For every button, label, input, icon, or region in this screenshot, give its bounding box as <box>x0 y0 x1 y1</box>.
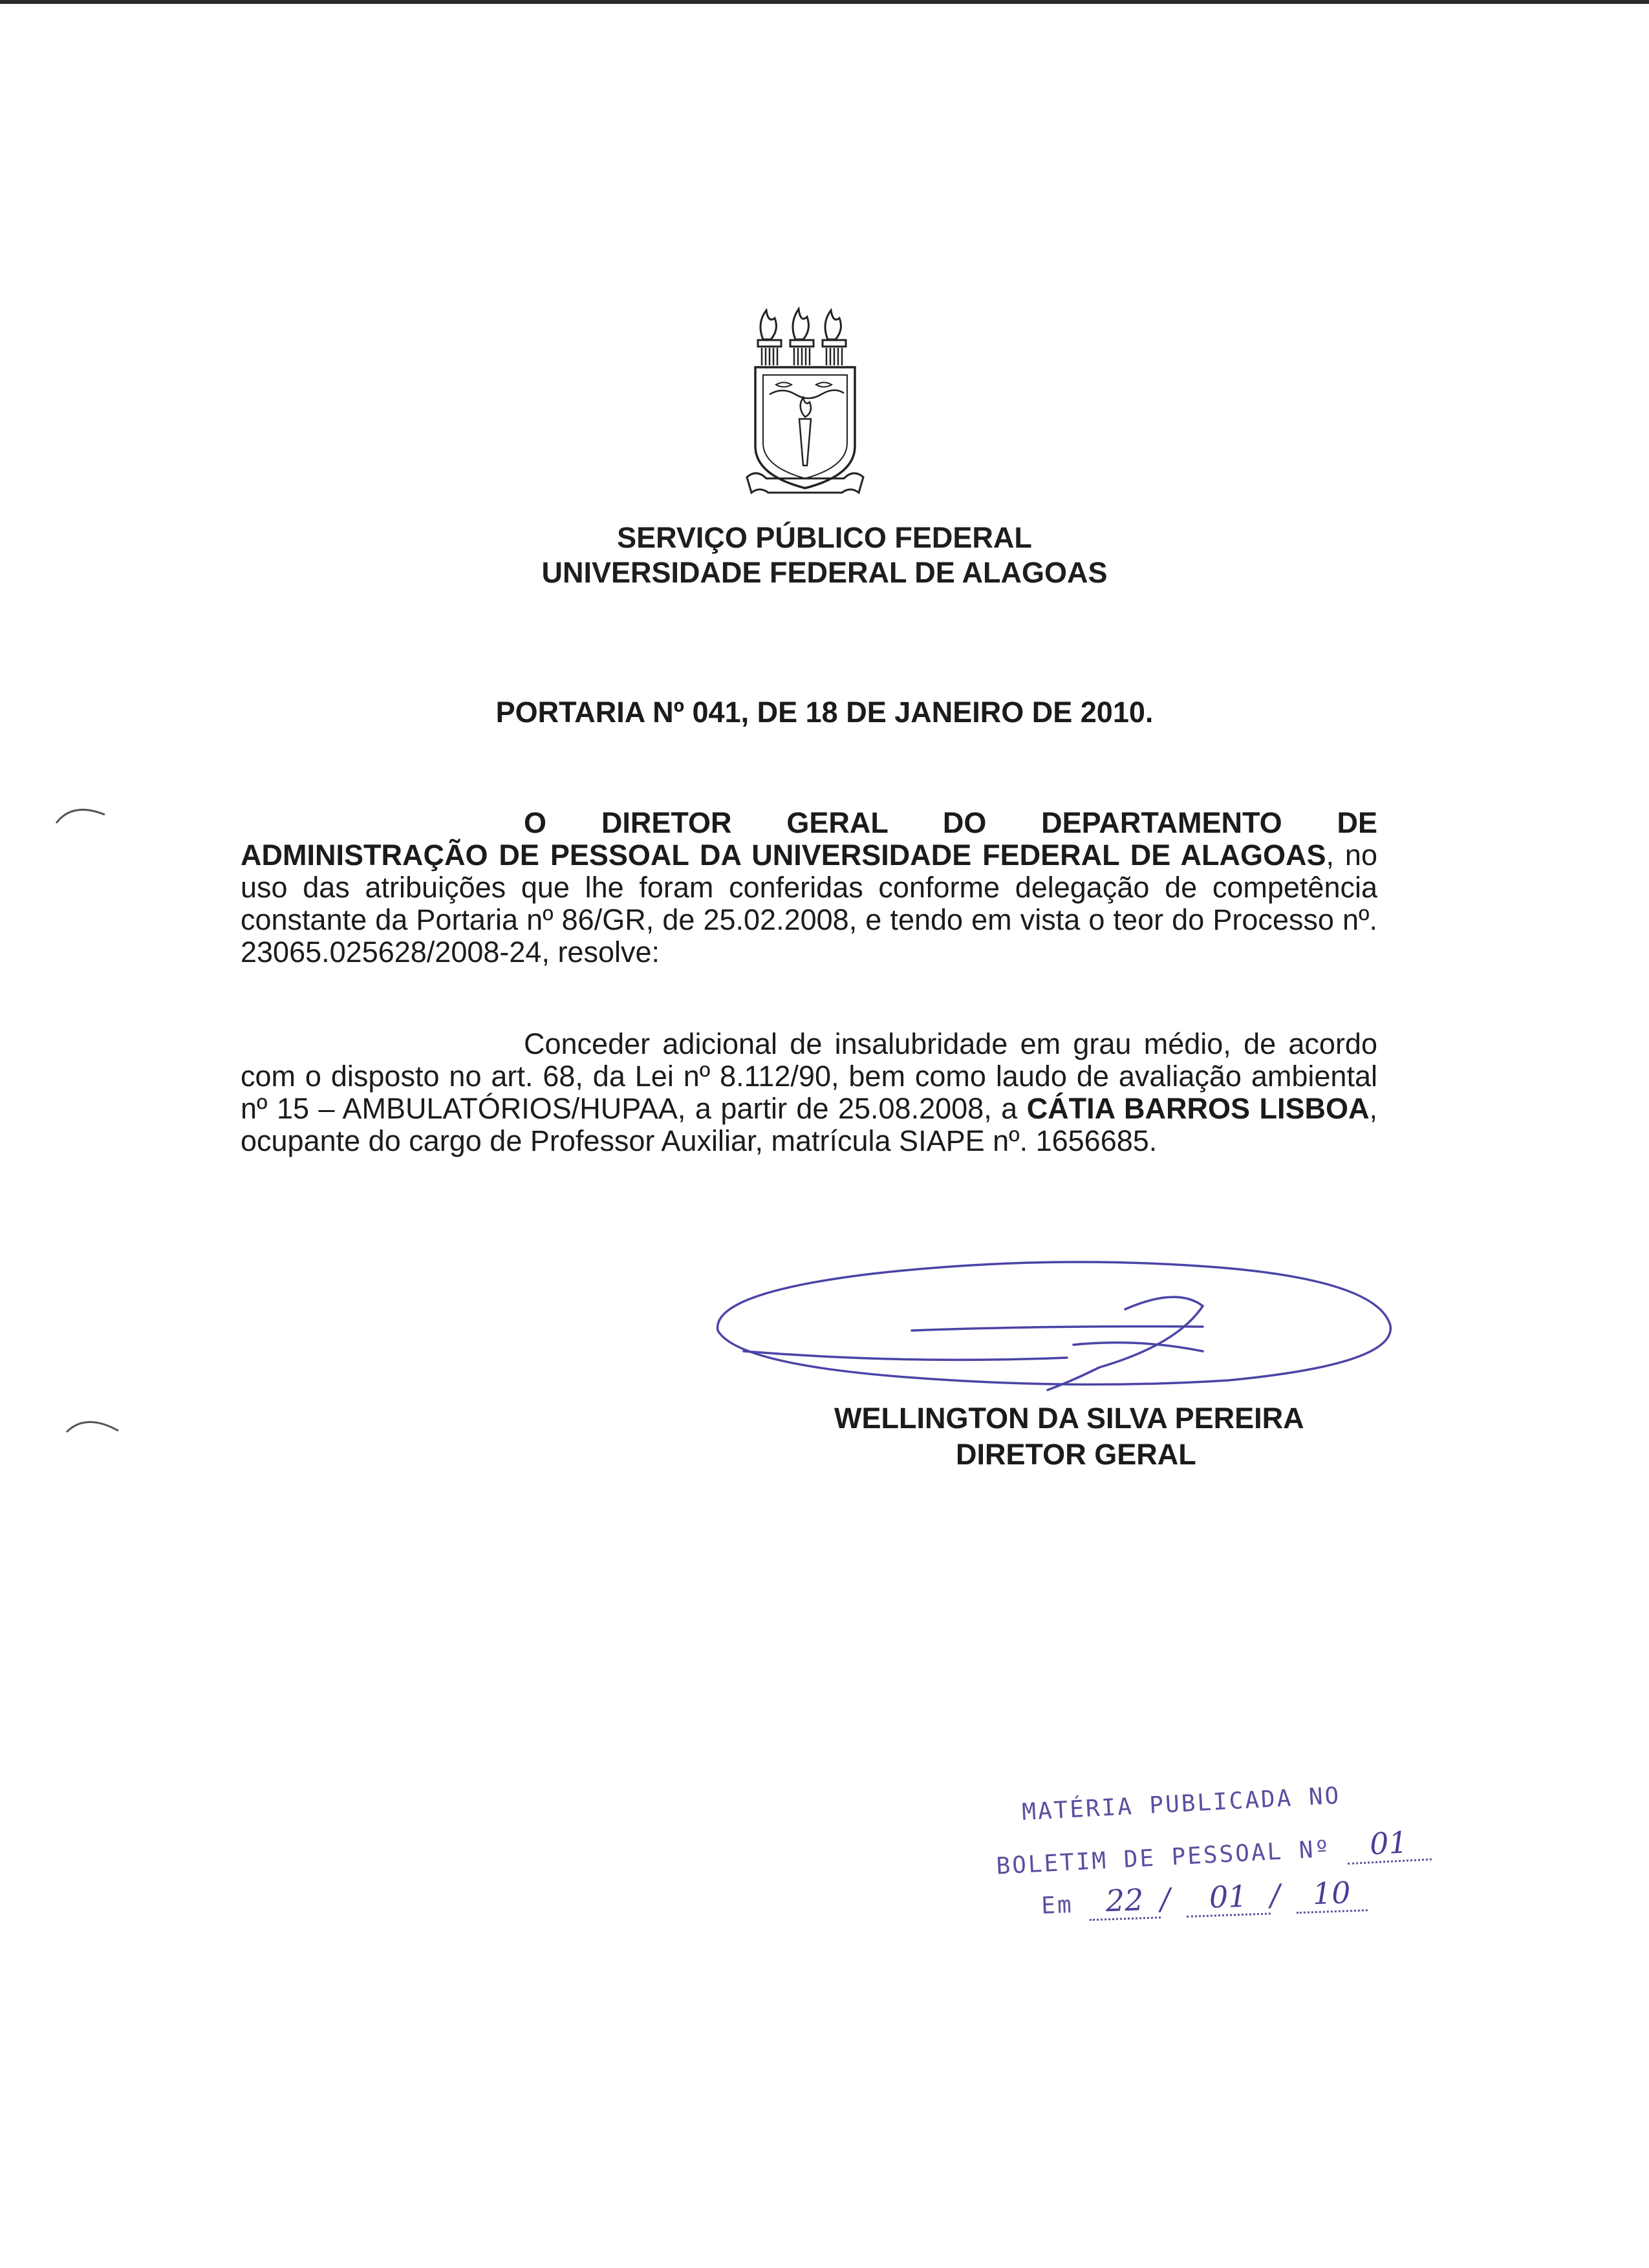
stamp-bulletin-number: 01 <box>1346 1823 1432 1865</box>
stamp-date-sep-1: / <box>1159 1881 1171 1917</box>
stamp-line-3 <box>1040 1874 1368 1923</box>
stamp-date-label: Em <box>1040 1892 1074 1920</box>
scan-top-edge <box>0 0 1649 4</box>
preamble-paragraph <box>241 807 1377 968</box>
stamp-line-1: MATÉRIA PUBLICADA NO <box>1021 1782 1342 1826</box>
institution-line-1: SERVIÇO PÚBLICO FEDERAL <box>617 521 1032 554</box>
stamp-date-day: 22 <box>1088 1881 1161 1921</box>
handwritten-signature <box>711 1254 1397 1403</box>
stamp-bulletin-label: BOLETIM DE PESSOAL Nº <box>995 1835 1332 1880</box>
publication-stamp <box>983 1765 1410 1933</box>
institution-line-2: UNIVERSIDADE FEDERAL DE ALAGOAS <box>541 556 1108 589</box>
signer-name: WELLINGTON DA SILVA PEREIRA <box>834 1402 1304 1435</box>
signer-role: DIRETOR GERAL <box>956 1438 1196 1471</box>
preamble-text: , no uso das atribuições que lhe foram conferidas conforme delegação de competência constante da Portaria nº 86/GR, de 25.02.2008, e tendo em vista o teor do Processo nº. 23065.025628/2008-24, resolve: <box>241 839 1377 968</box>
punch-hole-mark-icon <box>63 1413 122 1439</box>
document-title: PORTARIA Nº 041, DE 18 DE JANEIRO DE 2010. <box>495 696 1154 729</box>
resolution-text-end: , ocupante do cargo de Professor Auxiliar, matrícula SIAPE nº. 1656685. <box>241 1092 1377 1157</box>
punch-hole-mark-icon <box>53 800 111 826</box>
preamble-bold-text: O DIRETOR GERAL DO DEPARTAMENTO DE ADMINISTRAÇÃO DE PESSOAL DA UNIVERSIDADE FEDERAL DE ALAGOAS <box>241 806 1377 872</box>
stamp-date-sep-2: / <box>1269 1877 1281 1913</box>
university-crest-icon <box>744 304 867 498</box>
resolution-text-start: Conceder adicional de insalubridade em grau médio, de acordo com o disposto no art. 68, da Lei nº 8.112/90, bem como laudo de avaliação ambiental nº 15 – AMBULATÓRIOS/HUPAA, a partir de 25.08.2008, a <box>241 1027 1377 1125</box>
stamp-date-month: 01 <box>1185 1878 1271 1918</box>
stamp-date-year: 10 <box>1295 1874 1368 1914</box>
resolution-paragraph <box>241 1028 1377 1157</box>
beneficiary-name: CÁTIA BARROS LISBOA <box>1026 1092 1370 1125</box>
